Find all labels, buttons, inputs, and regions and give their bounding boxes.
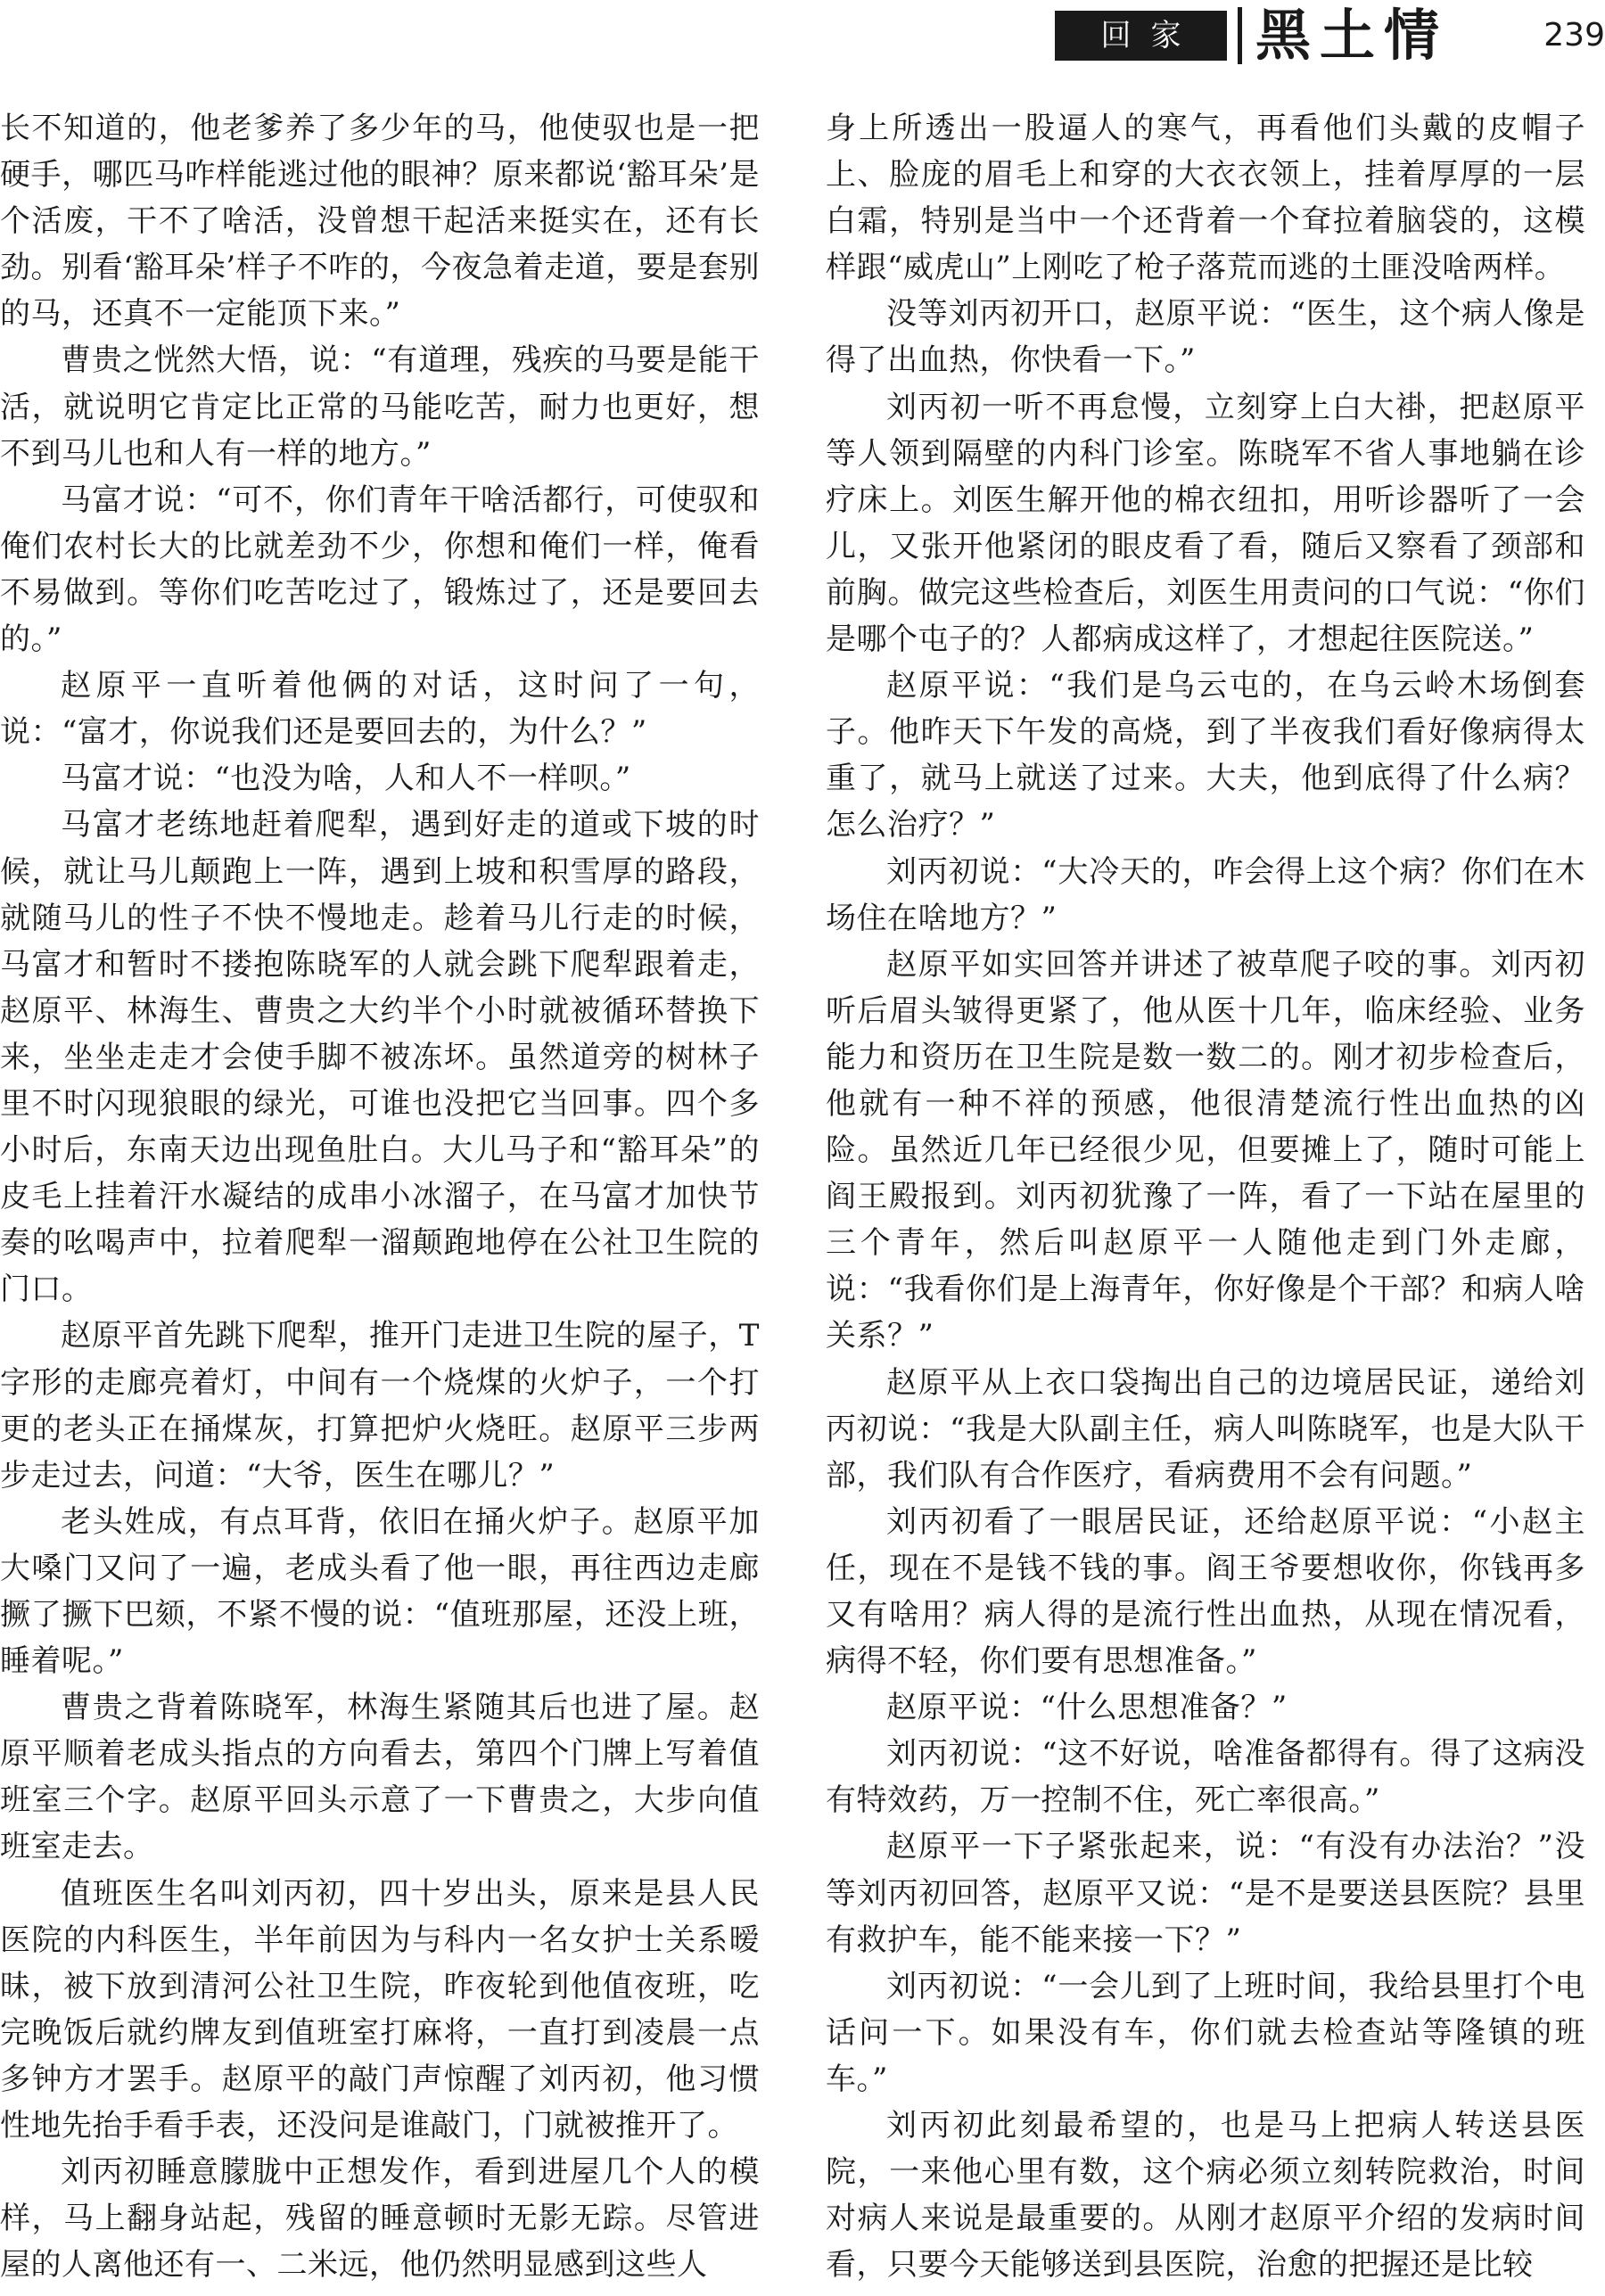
paragraph: 刘丙初睡意朦胧中正想发作，看到进屋几个人的模样，马上翻身站起，残留的睡意顿时无影无踪。尽管进屋的人离他还有一、二米远，他仍然明显感到这些人 (0, 2154, 760, 2284)
paragraph: 赵原平说：“什么思想准备？” (886, 1690, 1288, 1726)
paragraph: 刘丙初说：“这不好说，啥准备都得有。得了这病没有特效药，万一控制不住，死亡率很高。” (826, 1736, 1585, 1819)
paragraph: 刘丙初一听不再怠慢，立刻穿上白大褂，把赵原平等人领到隔壁的内科门诊室。陈晓军不省人事地躺在诊疗床上。刘医生解开他的棉衣纽扣，用听诊器听了一会儿，又张开他紧闭的眼皮看了看，随后又察看了颈部和前胸。做完这些检查后，刘医生用责问的口气说：“你们是哪个屯子的？人都病成这样了，才想起往医院送。” (826, 389, 1585, 658)
left-text-column (0, 105, 760, 2285)
paragraph: 赵原平说：“我们是乌云屯的，在乌云岭木场倒套子。他昨天下午发的高烧，到了半夜我们看好像病得太重了，就马上就送了过来。大夫，他到底得了什么病？怎么治疗？” (826, 668, 1585, 844)
paragraph: 老头姓成，有点耳背，依旧在捅火炉子。赵原平加大嗓门又问了一遍，老成头看了他一眼，再往西边走廊撅了撅下巴颏，不紧不慢的说：“值班那屋，还没上班，睡着呢。” (0, 1503, 760, 1680)
paragraph: 赵原平首先跳下爬犁，推开门走进卫生院的屋子，T字形的走廊亮着灯，中间有一个烧煤的火炉子，一个打更的老头正在捅煤灰，打算把炉火烧旺。赵原平三步两步走过去，问道：“大爷，医生在哪儿？” (0, 1318, 760, 1494)
paragraph: 赵原平如实回答并讲述了被草爬子咬的事。刘丙初听后眉头皱得更紧了，他从医十几年，临床经验、业务能力和资历在卫生院是数一数二的。刚才初步检查后，他就有一种不祥的预感，他很清楚流行性出血热的凶险。虽然近几年已经很少见，但要摊上了，随时可能上阎王殿报到。刘丙初犹豫了一阵，看了一下站在屋里的三个青年，然后叫赵原平一人随他走到门外走廊，说：“我看你们是上海青年，你好像是个干部？和病人啥关系？” (826, 946, 1585, 1354)
paragraph: 赵原平从上衣口袋掏出自己的边境居民证，递给刘丙初说：“我是大队副主任，病人叫陈晓军，也是大队干部，我们队有合作医疗，看病费用不会有问题。” (826, 1364, 1585, 1494)
paragraph: 长不知道的，他老爹养了多少年的马，他使驭也是一把硬手，哪匹马咋样能逃过他的眼神？原来都说‘豁耳朵’是个活废，干不了啥活，没曾想干起活来挺实在，还有长劲。别看‘豁耳朵’样子不咋的，今夜急着走道，要是套别的马，还真不一定能顶下来。” (0, 111, 760, 333)
paragraph: 刘丙初此刻最希望的，也是马上把病人转送县医院，一来他心里有数，这个病必须立刻转院救治，时间对病人来说是最重要的。从刚才赵原平介绍的发病时间看，只要今天能够送到县医院，治愈的把握还是比较 (826, 2108, 1585, 2284)
header-divider (1238, 7, 1242, 64)
paragraph: 值班医生名叫刘丙初，四十岁出头，原来是县人民医院的内科医生，半年前因为与科内一名女护士关系暧昧，被下放到清河公社卫生院，昨夜轮到他值夜班，吃完晚饭后就约牌友到值班室打麻将，一直打到凌晨一点多钟方才罢手。赵原平的敲门声惊醒了刘丙初，他习惯性地先抬手看手表，还没问是谁敲门，门就被推开了。 (0, 1875, 760, 2144)
paragraph: 没等刘丙初开口，赵原平说：“医生，这个病人像是得了出血热，你快看一下。” (826, 296, 1585, 379)
paragraph: 刘丙初看了一眼居民证，还给赵原平说：“小赵主任，现在不是钱不钱的事。阎王爷要想收你，你钱再多又有啥用？病人得的是流行性出血热，从现在情况看，病得不轻，你们要有思想准备。” (826, 1503, 1585, 1680)
paragraph: 马富才老练地赶着爬犁，遇到好走的道或下坡的时候，就让马儿颠跑上一阵，遇到上坡和积雪厚的路段，就随马儿的性子不快不慢地走。趁着马儿行走的时候，马富才和暂时不搂抱陈晓军的人就会跳下爬犁跟着走，赵原平、林海生、曹贵之大约半个小时就被循环替换下来，坐坐走走才会使手脚不被冻坏。虽然道旁的树林子里不时闪现狼眼的绿光，可谁也没把它当回事。四个多小时后，东南天边出现鱼肚白。大儿马子和“豁耳朵”的皮毛上挂着汗水凝结的成串小冰溜子，在马富才加快节奏的吆喝声中，拉着爬犁一溜颠跑地停在公社卫生院的门口。 (0, 807, 760, 1308)
page-number: 239 (1543, 17, 1605, 53)
paragraph: 曹贵之背着陈晓军，林海生紧随其后也进了屋。赵原平顺着老成头指点的方向看去，第四个门牌上写着值班室三个字。赵原平回头示意了一下曹贵之，大步向值班室走去。 (0, 1690, 760, 1865)
paragraph: 身上所透出一股逼人的寒气，再看他们头戴的皮帽子上、脸庞的眉毛上和穿的大衣衣领上，挂着厚厚的一层白霜，特别是当中一个还背着一个耷拉着脑袋的，这模样跟“威虎山”上刚吃了枪子落荒而逃的土匪没啥两样。 (826, 111, 1585, 286)
right-text-column (826, 105, 1585, 2285)
paragraph: 赵原平一直听着他俩的对话，这时问了一句，说：“富才，你说我们还是要回去的，为什么？” (0, 668, 760, 751)
section-tag: 回家 (1055, 11, 1227, 61)
paragraph: 曹贵之恍然大悟，说：“有道理，残疾的马要是能干活，就说明它肯定比正常的马能吃苦，耐力也更好，想不到马儿也和人有一样的地方。” (0, 342, 760, 472)
paragraph: 刘丙初说：“大冷天的，咋会得上这个病？你们在木场住在啥地方？” (826, 853, 1585, 936)
column-name: 黑土情 (1255, 3, 1449, 68)
paragraph: 刘丙初说：“一会儿到了上班时间，我给县里打个电话问一下。如果没有车，你们就去检查站等隆镇的班车。” (826, 1968, 1585, 2097)
paragraph: 赵原平一下子紧张起来，说：“有没有办法治？”没等刘丙初回答，赵原平又说：“是不是要送县医院？县里有救护车，能不能来接一下？” (826, 1829, 1585, 1958)
paragraph: 马富才说：“可不，你们青年干啥活都行，可使驭和俺们农村长大的比就差劲不少，你想和俺们一样，俺看不易做到。等你们吃苦吃过了，锻炼过了，还是要回去的。” (0, 481, 760, 658)
page-header (0, 0, 1605, 71)
paragraph: 马富才说：“也没为啥，人和人不一样呗。” (61, 761, 631, 797)
